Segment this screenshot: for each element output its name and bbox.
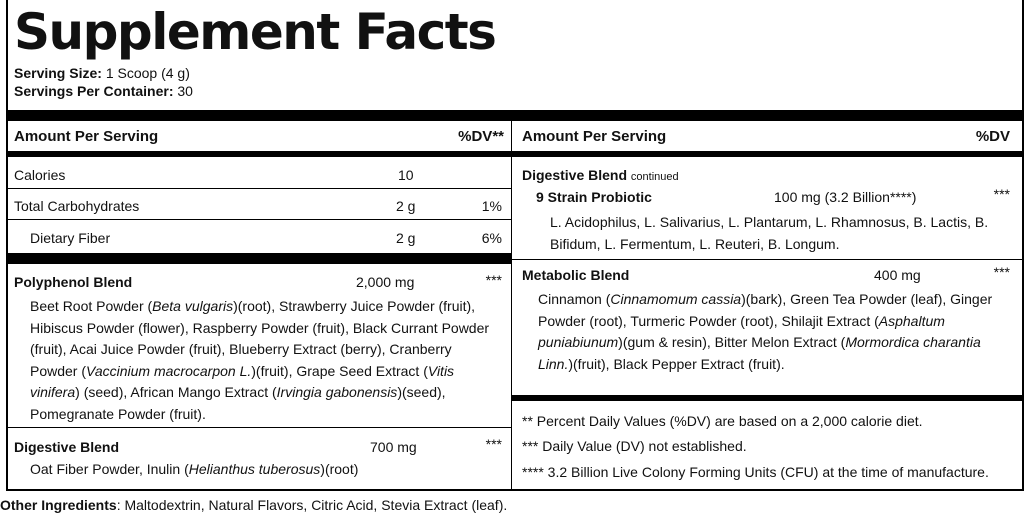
dietary-fiber-label: Dietary Fiber <box>30 230 111 246</box>
digestive-blend-amount: 700 mg <box>370 439 417 455</box>
left-header-amount: Amount Per Serving <box>14 128 159 145</box>
footnote-not-established: *** Daily Value (DV) not established. <box>522 438 747 454</box>
digestive-blend-dv: *** <box>485 436 502 452</box>
metabolic-blend-dv: *** <box>993 264 1010 280</box>
digestive-blend-name: Digestive Blend <box>14 439 120 455</box>
servings-per-container-label: Servings Per Container: <box>14 83 174 99</box>
probiotic-name: 9 Strain Probiotic <box>536 189 652 205</box>
right-header-rule <box>511 151 1022 157</box>
row-divider <box>8 427 511 428</box>
left-thick-rule <box>8 253 511 264</box>
digestive-continued-name: Digestive Blend <box>522 167 628 183</box>
right-footnote-rule <box>511 395 1022 401</box>
probiotic-amount: 100 mg (3.2 Billion****) <box>774 189 917 205</box>
serving-size <box>14 64 190 82</box>
metabolic-blend-amount: 400 mg <box>874 267 921 283</box>
continued-note: continued <box>630 171 679 183</box>
left-header-rule <box>8 151 511 157</box>
polyphenol-blend-dv: *** <box>485 272 502 288</box>
calories-label: Calories <box>14 167 66 183</box>
total-carbs-label: Total Carbohydrates <box>14 198 140 214</box>
row-divider <box>511 259 1022 260</box>
serving-size-value: 1 Scoop (4 g) <box>105 65 190 81</box>
thick-rule-top <box>8 110 1022 121</box>
polyphenol-ingredients: Beet Root Powder (Beta vulgaris)(root), Strawberry Juice Powder (fruit), Hibiscus Powder (flower), Raspberry Powder (fruit), Black Currant Powder (fruit), Acai Juice Powder (fruit), Blueberry Extract (berry), Cranberry Powder (Vaccinium macrocarpon L.)(fruit), Grape Seed Extract (Vitis vinifera) (seed), African Mango Extract (Irvingia gabonensis)(seed), Pomegranate Powder (fruit). <box>30 298 490 422</box>
serving-size-label: Serving Size: <box>14 65 102 81</box>
total-carbs-dv: 1% <box>481 198 502 214</box>
calories-amount: 10 <box>398 167 414 183</box>
polyphenol-blend-amount: 2,000 mg <box>356 274 415 290</box>
panel-title: Supplement Facts <box>14 3 496 61</box>
dietary-fiber-amount: 2 g <box>396 230 416 246</box>
right-header-dv: %DV <box>975 128 1010 145</box>
right-header-amount: Amount Per Serving <box>522 128 667 145</box>
row-divider <box>8 219 511 220</box>
other-ingredients-value: : Maltodextrin, Natural Flavors, Citric Acid, Stevia Extract (leaf). <box>116 497 508 513</box>
servings-per-container-value: 30 <box>177 83 193 99</box>
column-divider <box>511 121 512 490</box>
digestive-ingredients: Oat Fiber Powder, Inulin (Helianthus tuberosus)(root) <box>30 461 359 477</box>
footnote-dv: ** Percent Daily Values (%DV) are based on a 2,000 calorie diet. <box>522 413 923 429</box>
metabolic-ingredients: Cinnamon (Cinnamomum cassia)(bark), Green Tea Powder (leaf), Ginger Powder (root), Turmeric Powder (root), Shilajit Extract (Asphaltum puniabiunum)(gum & resin), Bitter Melon Extract (Mormordica charantia Linn.)(fruit), Black Pepper Extract (fruit). <box>538 291 993 372</box>
other-ingredients <box>0 495 507 515</box>
probiotic-dv: *** <box>993 186 1010 202</box>
servings-per-container <box>14 82 193 100</box>
left-header-dv: %DV** <box>458 128 504 145</box>
total-carbs-amount: 2 g <box>396 198 416 214</box>
probiotic-strains: L. Acidophilus, L. Salivarius, L. Plantarum, L. Rhamnosus, B. Lactis, B. Bifidum, L. Fermentum, L. Reuteri, B. Longum. <box>550 214 989 252</box>
digestive-continued <box>522 165 679 187</box>
other-ingredients-label: Other Ingredients <box>0 497 117 513</box>
row-divider <box>8 188 511 189</box>
metabolic-blend-name: Metabolic Blend <box>522 267 630 283</box>
dietary-fiber-dv: 6% <box>481 230 502 246</box>
polyphenol-blend-name: Polyphenol Blend <box>14 274 133 290</box>
footnote-cfu: **** 3.2 Billion Live Colony Forming Units (CFU) at the time of manufacture. <box>522 464 989 480</box>
